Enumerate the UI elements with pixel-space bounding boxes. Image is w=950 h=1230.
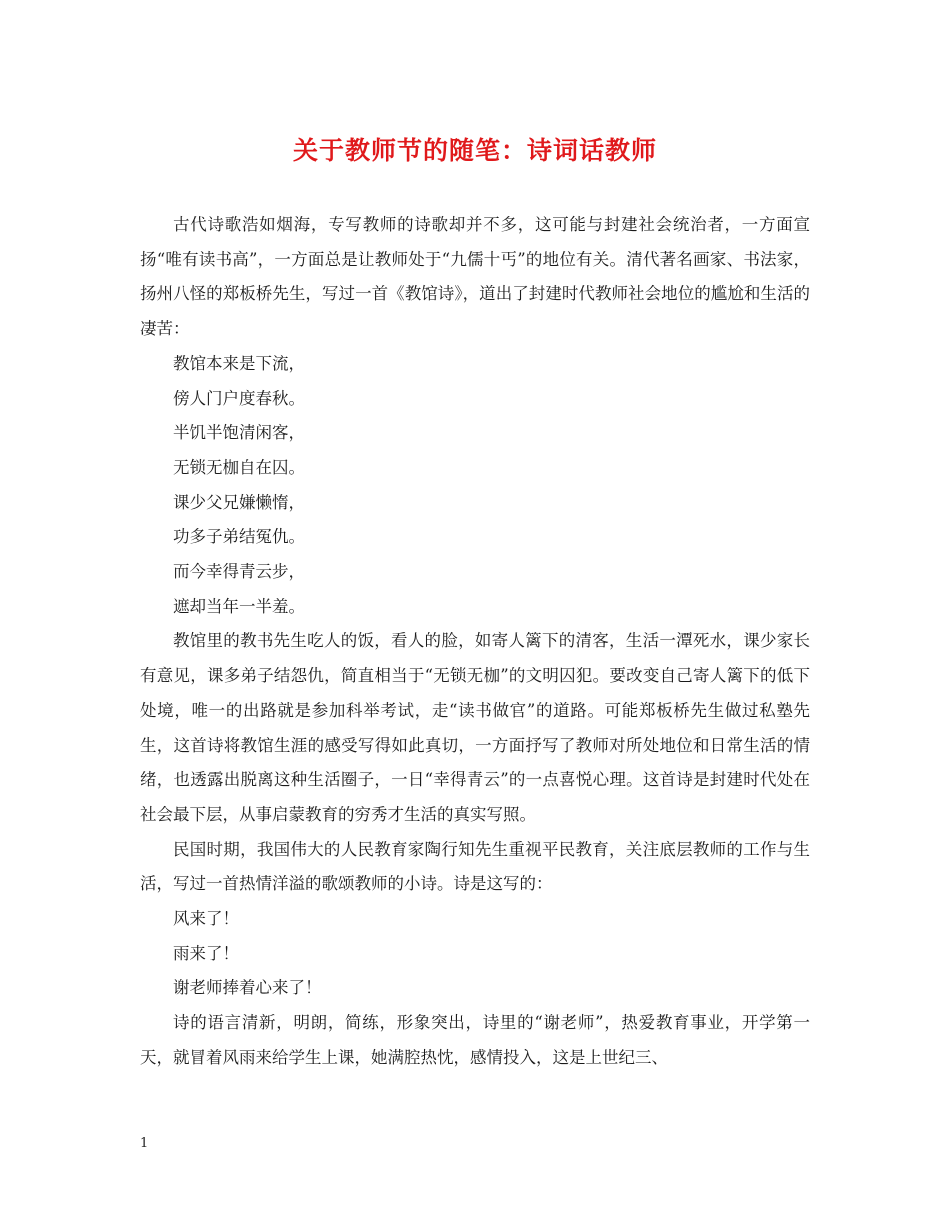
page-number: 1 xyxy=(140,1136,149,1151)
poem-line: 半饥半饱清闲客， xyxy=(173,423,305,443)
poem-line: 课少父兄嫌懒惰， xyxy=(173,492,305,512)
poem-line: 傍人门户度春秋。 xyxy=(173,388,305,408)
paragraph-1: 古代诗歌浩如烟海，专写教师的诗歌却并不多，这可能与封建社会统治者，一方面宣扬“唯有读书高”，一方面总是让教师处于“九儒十丐”的地位有关。清代著名画家、书法家，扬州八怪的郑板桥先生，写过一首《教馆诗》，道出了封建时代教师社会地位的尴尬和生活的凄苦： xyxy=(140,215,810,339)
poem-tao-xingzhi xyxy=(140,902,810,1006)
poem-line: 谢老师捧着心来了！ xyxy=(173,978,322,998)
poem-line: 风来了！ xyxy=(173,909,239,929)
poem-jiaoguan xyxy=(140,347,810,625)
poem-line: 无锁无枷自在囚。 xyxy=(173,457,305,477)
poem-line: 教馆本来是下流， xyxy=(173,353,305,373)
poem-line: 功多子弟结冤仇。 xyxy=(173,527,305,547)
paragraph-3: 民国时期，我国伟大的人民教育家陶行知先生重视平民教育，关注底层教师的工作与生活，写过一首热情洋溢的歌颂教师的小诗。诗是这写的： xyxy=(140,839,810,894)
paragraph-2: 教馆里的教书先生吃人的饭，看人的脸，如寄人篱下的清客，生活一潭死水，课少家长有意见，课多弟子结怨仇，简直相当于“无锁无枷”的文明囚犯。要改变自己寄人篱下的低下处境，唯一的出路就是参加科举考试，走“读书做官”的道路。可能郑板桥先生做过私塾先生，这首诗将教馆生涯的感受写得如此真切，一方面抒写了教师对所处地位和日常生活的情绪，也透露出脱离这种生活圈子，一日“幸得青云”的一点喜悦心理。这首诗是封建时代处在社会最下层，从事启蒙教育的穷秀才生活的真实写照。 xyxy=(140,631,810,824)
document-title: 关于教师节的随笔：诗词话教师 xyxy=(292,136,657,165)
paragraph-4: 诗的语言清新，明朗，简练，形象突出，诗里的“谢老师”，热爱教育事业，开学第一天，就冒着风雨来给学生上课，她满腔热忱，感情投入，这是上世纪三、 xyxy=(140,1013,810,1067)
poem-line: 雨来了！ xyxy=(173,943,239,963)
poem-line: 遮却当年一半羞。 xyxy=(173,596,305,616)
poem-line: 而今幸得青云步， xyxy=(173,562,305,582)
document-body xyxy=(140,208,810,1076)
